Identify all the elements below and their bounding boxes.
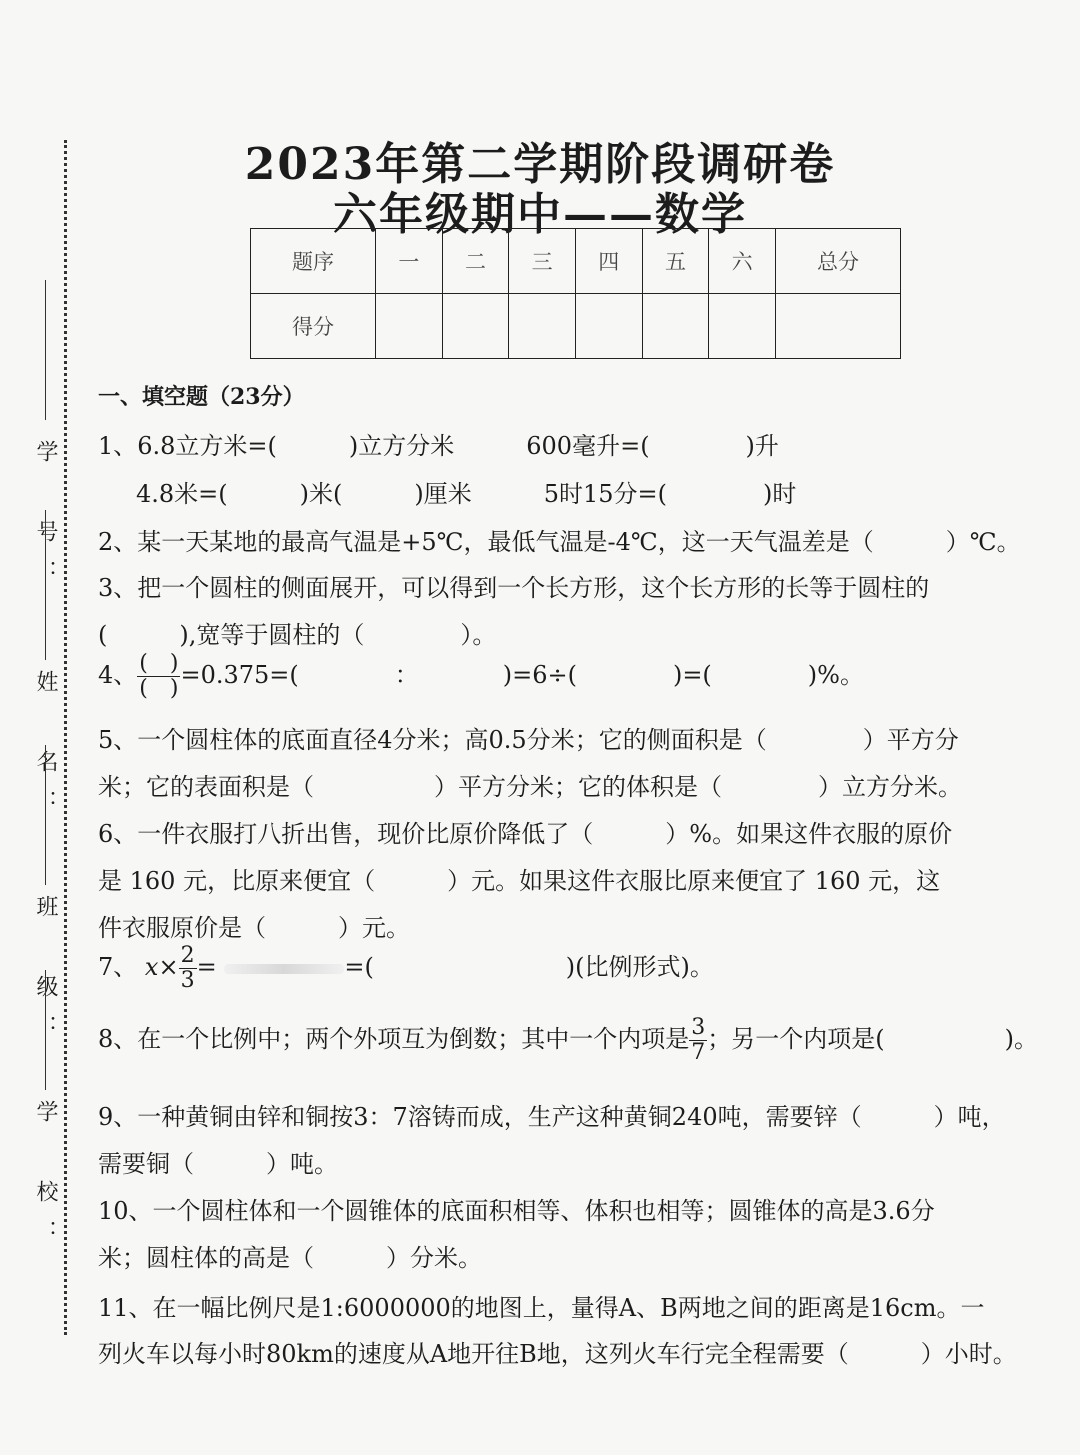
question-8-text: 8、在一个比例中；两个外项互为倒数；其中一个内项是: [98, 1025, 690, 1054]
score-header-cell: 二: [442, 229, 509, 294]
question-5b: 米；它的表面积是（ ）平方分米；它的体积是（ ）立方分米。: [98, 773, 962, 801]
question-7-fraction: [179, 944, 197, 993]
score-cell[interactable]: [509, 294, 576, 359]
fraction-numerator: 2: [180, 943, 195, 968]
question-2: 2、某一天某地的最高气温是+5℃，最低气温是-4℃，这一天气温差是（ ）℃。: [98, 528, 1021, 556]
question-7-rest: =( )(比例形式)。: [344, 953, 714, 982]
fraction-denominator: 7: [691, 1040, 706, 1066]
question-7: [98, 944, 714, 993]
name-label: 姓 名：: [33, 670, 58, 830]
question-8-fraction: [689, 1016, 707, 1065]
question-1b: 4.8米=( )米( )厘米 5时15分=( )时: [136, 480, 797, 508]
question-10a: 10、一个圆柱体和一个圆锥体的底面积相等、体积也相等；圆锥体的高是3.6分: [98, 1197, 935, 1225]
fraction-numerator: 3: [691, 1015, 706, 1040]
question-4-prefix: 4、: [98, 661, 138, 690]
question-4: [98, 652, 864, 701]
question-8: [98, 1016, 1038, 1065]
score-header-cell: 题序: [251, 229, 376, 294]
question-6b: 是 160 元，比原来便宜（ ）元。如果这件衣服比原来便宜了 160 元，这: [98, 867, 941, 895]
fraction-denominator: 3: [180, 968, 195, 994]
fraction-denominator: ( ): [139, 676, 179, 702]
score-cell[interactable]: [775, 294, 900, 359]
question-3a: 3、把一个圆柱的侧面展开，可以得到一个长方形，这个长方形的长等于圆柱的: [98, 574, 930, 602]
score-cell[interactable]: [575, 294, 642, 359]
score-cell[interactable]: [709, 294, 776, 359]
score-header-cell: 五: [642, 229, 709, 294]
student-id-label: 学 号：: [33, 440, 58, 600]
score-table-score-row: [251, 294, 901, 359]
question-7-variable: x×: [144, 953, 179, 982]
question-4-fraction: [137, 652, 180, 701]
exam-subtitle: 六年级期中——数学: [333, 189, 747, 240]
question-5a: 5、一个圆柱体的底面直径4分米；高0.5分米；它的侧面积是（ ）平方分: [98, 726, 959, 754]
score-table-header-row: [251, 229, 901, 294]
question-8-rest: ；另一个内项是( )。: [707, 1025, 1039, 1054]
question-7-equals: =: [196, 953, 217, 982]
binding-dotted-line: [64, 140, 67, 1335]
exam-title: 2023年第二学期阶段调研卷: [244, 139, 836, 190]
section-title-fill-in: 一、填空题（23分）: [98, 384, 305, 410]
question-11a: 11、在一幅比例尺是1:6000000的地图上，量得A、B两地之间的距离是16cm。一: [98, 1294, 985, 1322]
question-1a: 1、6.8立方米=( )立方分米 600毫升=( )升: [98, 432, 779, 460]
school-line: [45, 970, 46, 1090]
score-cell[interactable]: [642, 294, 709, 359]
question-6c: 件衣服原价是（ ）元。: [98, 914, 410, 942]
score-header-cell: 三: [509, 229, 576, 294]
fraction-numerator: ( ): [139, 651, 179, 676]
score-header-cell: 一: [376, 229, 443, 294]
question-7-blurred-area: [224, 964, 344, 974]
score-header-cell: 总分: [775, 229, 900, 294]
student-id-line: [45, 280, 46, 420]
score-cell[interactable]: [376, 294, 443, 359]
question-4-rest: =0.375=( ： )=6÷( )=( )%。: [180, 661, 864, 690]
school-label: 学 校：: [33, 1100, 58, 1260]
score-row-label: 得分: [251, 294, 376, 359]
score-header-cell: 四: [575, 229, 642, 294]
question-7-prefix: 7、: [98, 953, 138, 982]
question-9a: 9、一种黄铜由锌和铜按3：7溶铸而成，生产这种黄铜240吨，需要锌（ ）吨，: [98, 1103, 1006, 1131]
class-line: [45, 745, 46, 885]
score-header-cell: 六: [709, 229, 776, 294]
score-table: [250, 228, 901, 359]
name-line: [45, 510, 46, 660]
question-9b: 需要铜（ ）吨。: [98, 1150, 338, 1178]
question-6a: 6、一件衣服打八折出售，现价比原价降低了（ ）%。如果这件衣服的原价: [98, 820, 953, 848]
score-cell[interactable]: [442, 294, 509, 359]
question-3b: ( ),宽等于圆柱的（ ）。: [98, 621, 497, 649]
question-10b: 米；圆柱体的高是（ ）分米。: [98, 1244, 482, 1272]
class-label: 班 级：: [33, 895, 58, 1055]
question-11b: 列火车以每小时80km的速度从A地开往B地，这列火车行完全程需要（ ）小时。: [98, 1340, 1017, 1368]
